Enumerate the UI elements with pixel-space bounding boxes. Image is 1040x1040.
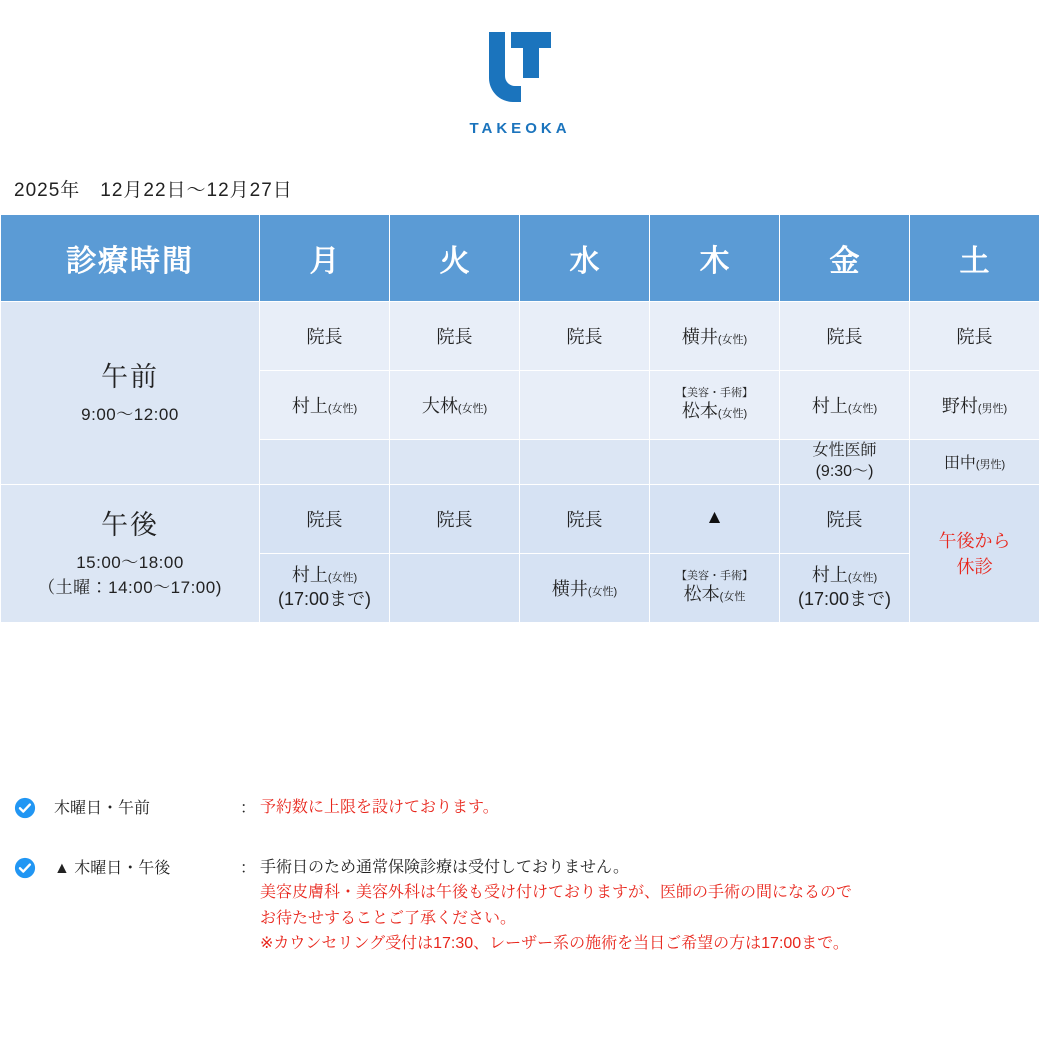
doctor-name: 田中 xyxy=(943,455,976,473)
note-line: 手術日のため通常保険診療は受付しておりません。 xyxy=(260,858,629,876)
date-range: 2025年 12月22日〜12月27日 xyxy=(14,180,293,201)
cell-am2-sat xyxy=(910,371,1040,440)
column-header-wed: 水 xyxy=(520,215,650,302)
cell-am3-tue xyxy=(390,440,520,485)
cell-am1-tue: 院長 xyxy=(390,302,520,371)
cell-am3-fri xyxy=(780,440,910,485)
note-label: 木曜日・午前 xyxy=(54,800,151,817)
period-title-pm: 午後 xyxy=(101,509,159,540)
doctor-name-line2: (9:30〜) xyxy=(815,462,874,480)
doctor-gender: (女性) xyxy=(327,403,358,415)
period-cell-am xyxy=(1,302,260,485)
service-tag: 【美容・手術】 xyxy=(676,387,753,400)
cell-am3-thu xyxy=(650,440,780,485)
column-header-time: 診療時間 xyxy=(1,215,260,302)
cell-am1-thu xyxy=(650,302,780,371)
service-tag: 【美容・手術】 xyxy=(676,569,753,582)
doctor-name: 横井 xyxy=(681,327,718,347)
column-header-tue: 火 xyxy=(390,215,520,302)
cell-pm1-mon: 院長 xyxy=(260,484,390,553)
note-body xyxy=(260,855,852,957)
cell-pm1-thu xyxy=(650,484,780,553)
cell-am3-sat xyxy=(910,440,1040,485)
cell-pm1-wed: 院長 xyxy=(520,484,650,553)
cell-am2-tue xyxy=(390,371,520,440)
note-body xyxy=(260,795,499,821)
cell-pm2-thu xyxy=(650,553,780,622)
doctor-gender: (女性) xyxy=(327,572,358,585)
takeoka-logo-icon xyxy=(481,26,559,110)
doctor-name: 松本 xyxy=(683,584,720,605)
period-cell-pm xyxy=(1,484,260,622)
cell-am1-sat: 院長 xyxy=(910,302,1040,371)
cell-pm-sat-closed xyxy=(910,484,1040,622)
doctor-gender: (女性) xyxy=(457,403,488,415)
cell-am1-mon: 院長 xyxy=(260,302,390,371)
doctor-name: 横井 xyxy=(551,578,588,599)
cell-am2-wed xyxy=(520,371,650,440)
note-colon: ： xyxy=(240,859,257,877)
note-line: お待たせすることご了承ください。 xyxy=(260,909,517,927)
cell-am1-fri: 院長 xyxy=(780,302,910,371)
doctor-note: (17:00まで) xyxy=(797,588,892,609)
doctor-gender: (女性) xyxy=(847,403,878,415)
brand-name: TAKEOKA xyxy=(469,120,571,137)
doctor-name: 村上 xyxy=(811,565,848,586)
schedule-table xyxy=(0,214,1040,623)
brand-logo xyxy=(0,0,1040,137)
note-line: 予約数に上限を設けております。 xyxy=(260,799,499,816)
doctor-name-line1: 女性医師 xyxy=(812,442,877,459)
doctor-name: 村上 xyxy=(811,396,848,416)
cell-pm2-wed xyxy=(520,553,650,622)
doctor-gender: (男性) xyxy=(975,459,1006,472)
column-header-sat: 土 xyxy=(910,215,1040,302)
closed-notice-line1: 午後から xyxy=(938,531,1011,552)
cell-am2-thu xyxy=(650,371,780,440)
doctor-gender: (女性 xyxy=(719,591,746,604)
triangle-marker-icon: ▲ xyxy=(705,507,724,529)
doctor-name: 野村 xyxy=(941,396,978,416)
cell-am3-mon xyxy=(260,440,390,485)
notes-section xyxy=(14,795,1024,991)
cell-pm2-tue xyxy=(390,553,520,622)
doctor-name: 大林 xyxy=(421,396,458,416)
doctor-gender: (男性) xyxy=(977,403,1008,415)
column-header-thu: 木 xyxy=(650,215,780,302)
cell-am1-wed: 院長 xyxy=(520,302,650,371)
column-header-fri: 金 xyxy=(780,215,910,302)
table-header-row xyxy=(1,215,1040,302)
cell-pm2-fri xyxy=(780,553,910,622)
period-hours-pm-sat: （土曜：14:00〜17:00) xyxy=(38,577,222,597)
note-line: ※カウンセリング受付は17:30、レーザー系の施術を当日ご希望の方は17:00まで。 xyxy=(260,935,849,953)
table-row-am-1 xyxy=(1,302,1040,371)
doctor-gender: (女性) xyxy=(717,334,748,346)
note-line: 美容皮膚科・美容外科は午後も受け付けておりますが、医師の手術の間になるので xyxy=(260,884,853,902)
note-item-thursday-am xyxy=(14,795,1024,821)
note-colon: ： xyxy=(240,800,257,817)
doctor-gender: (女性) xyxy=(717,408,748,421)
doctor-name: 村上 xyxy=(291,396,328,416)
cell-am2-mon xyxy=(260,371,390,440)
cell-am3-wed xyxy=(520,440,650,485)
period-hours-am: 9:00〜12:00 xyxy=(81,405,179,425)
cell-pm2-mon xyxy=(260,553,390,622)
note-item-thursday-pm xyxy=(14,855,1024,957)
cell-pm1-tue: 院長 xyxy=(390,484,520,553)
table-row-pm-1 xyxy=(1,484,1040,553)
check-circle-icon xyxy=(14,797,36,819)
cell-am2-fri xyxy=(780,371,910,440)
doctor-name: 松本 xyxy=(681,401,718,422)
doctor-name: 村上 xyxy=(291,565,328,586)
doctor-note: (17:00まで) xyxy=(277,588,372,609)
check-circle-icon xyxy=(14,857,36,879)
period-hours-pm: 15:00〜18:00 xyxy=(76,553,184,573)
doctor-gender: (女性) xyxy=(847,572,878,585)
column-header-mon: 月 xyxy=(260,215,390,302)
period-title-am: 午前 xyxy=(101,361,159,392)
closed-notice-line2: 休診 xyxy=(956,557,993,578)
note-label: ▲ 木曜日・午後 xyxy=(54,859,171,877)
doctor-gender: (女性) xyxy=(587,585,618,598)
cell-pm1-fri: 院長 xyxy=(780,484,910,553)
